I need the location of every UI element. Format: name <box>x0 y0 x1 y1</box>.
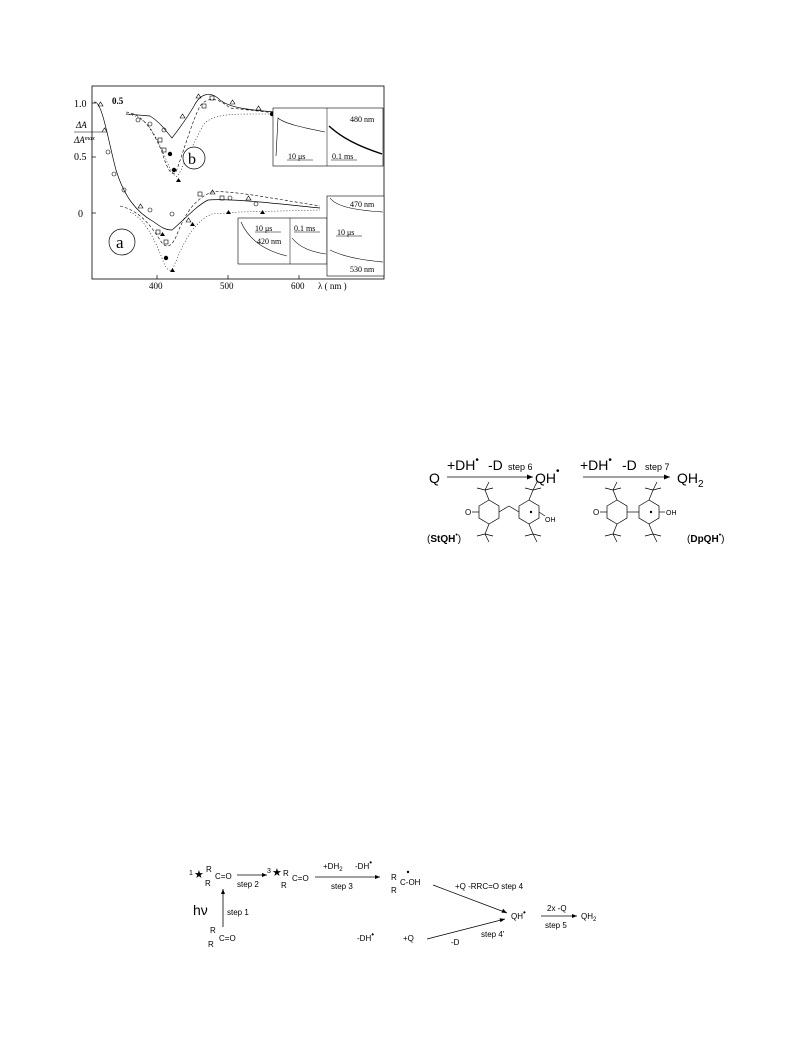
ground-r1: R <box>210 926 216 935</box>
y-tick-0: 0 <box>78 209 83 220</box>
step6-reagent: +DH• <box>447 455 479 473</box>
ground-co: C=O <box>219 934 236 943</box>
singlet-r1: R <box>206 865 212 874</box>
reactant-q: Q <box>429 470 440 486</box>
step4prime-label: step 4' <box>481 930 505 939</box>
x-axis-label: λ ( nm ) <box>318 281 347 291</box>
triplet-sup: 3 <box>267 868 271 875</box>
product-qh2: $QH_2$ <box>677 470 704 490</box>
triplet-r2: R <box>281 881 287 890</box>
panel-a-label: a <box>116 233 124 252</box>
triplet-r1: R <box>283 869 289 878</box>
panel-b-tick: 0.5 <box>112 96 124 106</box>
step6-minus-d: -D <box>488 457 503 473</box>
stqh-hydroxy-label: OH <box>545 517 556 524</box>
step3-minus-dh: -DH• <box>355 858 373 871</box>
stqh-name: (StQH•) <box>427 532 462 545</box>
step6-label: step 6 <box>508 462 533 472</box>
stqh-structure <box>472 482 545 542</box>
ketyl-coh: C-OH <box>400 878 421 887</box>
minus-dh-4prime: -DH• <box>357 930 375 943</box>
photoreduction-mechanism-scheme <box>185 855 615 955</box>
panel-b-markers <box>136 94 261 152</box>
inset-a2-wavelength-bottom: 530 nm <box>350 265 375 274</box>
inset-a1-scale1: 10 μs <box>255 224 273 233</box>
y-label-denominator: $\Delta A^{max}$ <box>74 135 95 145</box>
triplet-co: C=O <box>292 874 309 883</box>
plus-q-4prime: +Q <box>403 934 414 943</box>
inset-a2-scale: 10 μs <box>337 228 355 237</box>
dpqh-structure <box>600 482 665 542</box>
quinone-reduction-scheme <box>425 450 755 560</box>
inset-a2-wavelength-top: 470 nm <box>350 200 375 209</box>
y-tick-05: 0.5 <box>74 152 87 163</box>
stqh-oxo-label: O <box>465 508 472 517</box>
singlet-co: C=O <box>215 872 232 881</box>
inset-b-scale2: 0.1 ms <box>332 152 354 161</box>
step7-label: step 7 <box>645 462 670 472</box>
panel-b-label: b <box>188 151 196 168</box>
ketyl-r1: R <box>391 873 397 882</box>
step4-label: +Q -RRC=O step 4 <box>455 882 524 891</box>
inset-a1-wavelength: 420 nm <box>257 237 282 246</box>
ketyl-r2: R <box>391 886 397 895</box>
step1-label: step 1 <box>227 908 249 917</box>
panel-a-markers <box>98 102 258 244</box>
inset-b-scale1: 10 μs <box>288 152 306 161</box>
step5-reagent: 2x -Q <box>547 904 567 913</box>
y-tick-1: 1.0 <box>74 99 87 110</box>
step7-minus-d: -D <box>622 457 637 473</box>
dpqh-oxo-label: O <box>593 508 600 517</box>
step3-label: step 3 <box>331 882 353 891</box>
qh-radical: QH• <box>511 908 526 921</box>
triplet-star: ★ <box>272 867 282 879</box>
inset-b-wavelength: 480 nm <box>350 115 375 124</box>
transient-spectra-figure <box>74 80 390 295</box>
step2-label: step 2 <box>237 880 259 889</box>
singlet-r2: R <box>205 879 211 888</box>
qh2: $QH_2$ <box>581 912 597 923</box>
dpqh-hydroxy-label: OH <box>666 510 677 517</box>
minus-d-4prime: -D <box>451 938 460 947</box>
step5-label: step 5 <box>545 921 567 930</box>
x-tick-500: 500 <box>220 281 234 291</box>
singlet-sup: 1 <box>189 870 193 877</box>
y-label-numerator: ΔA <box>76 120 87 130</box>
ground-r2: R <box>208 940 214 949</box>
step3-reagent: $+DH_2$ <box>323 862 343 873</box>
inset-a1-scale2: 0.1 ms <box>294 224 316 233</box>
dpqh-name: (DpQH•) <box>687 532 725 545</box>
step7-reagent: +DH• <box>580 455 612 473</box>
product-qh-radical: QH• <box>535 466 560 486</box>
x-tick-400: 400 <box>149 281 163 291</box>
hv-label: hν <box>193 902 208 918</box>
singlet-star: ★ <box>194 869 204 881</box>
x-tick-600: 600 <box>291 281 305 291</box>
